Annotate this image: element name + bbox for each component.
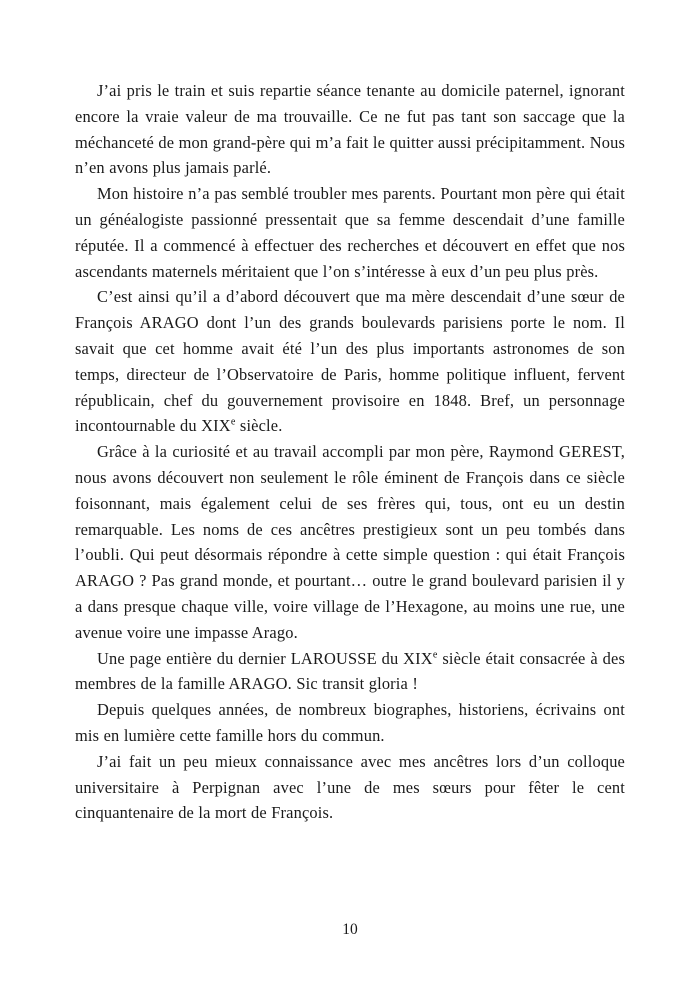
body-text-block xyxy=(75,78,625,826)
paragraph: Mon histoire n’a pas semblé troubler mes parents. Pourtant mon père qui était un généalogiste passionné pressentait que sa femme descendait d’une famille réputée. Il a commencé à effectuer des recherches et découvert en effet que nos ascendants maternels méritaient que l’on s’intéresse à eux d’un peu plus près. xyxy=(75,184,625,281)
ordinal-superscript: e xyxy=(432,649,438,661)
paragraph: J’ai fait un peu mieux connaissance avec mes ancêtres lors d’un colloque universitaire à Perpignan avec l’une de mes sœurs pour fêter le cent cinquantenaire de la mort de François. xyxy=(75,751,625,823)
paragraph: J’ai pris le train et suis repartie séance tenante au domicile paternel, ignorant encore la vraie valeur de ma trouvaille. Ce ne fut pas tant son saccage que la méchanceté de mon grand-père qui m’a fait le quitter aussi précipitamment. Nous n’en avons plus jamais parlé. xyxy=(75,81,625,178)
paragraph: Depuis quelques années, de nombreux biographes, historiens, écrivains ont mis en lumière cette famille hors du commun. xyxy=(75,700,625,745)
paragraph: Grâce à la curiosité et au travail accompli par mon père, Raymond GEREST, nous avons découvert non seulement le rôle éminent de François dans ce siècle foisonnant, mais également celui de ses frères qui, tous, ont eu un destin remarquable. Les noms de ces ancêtres prestigieux sont un peu tombés dans l’oubli. Qui peut désormais répondre à cette simple question : qui était François ARAGO ? Pas grand monde, et pourtant… outre le grand boulevard parisien il y a dans presque chaque ville, voire village de l’Hexagone, au moins une rue, une avenue voire une impasse Arago. xyxy=(75,442,625,642)
paragraph: Une page entière du dernier LAROUSSE du XIXe siècle était consacrée à des membres de la famille ARAGO. Sic transit gloria ! xyxy=(75,648,625,694)
ordinal-superscript: e xyxy=(230,416,236,428)
paragraph: C’est ainsi qu’il a d’abord découvert que ma mère descendait d’une sœur de François ARAGO dont l’un des grands boulevards parisiens porte le nom. Il savait que cet homme avait été l’un des plus importants astronomes de son temps, directeur de l’Observatoire de Paris, homme politique influent, fervent républicain, chef du gouvernement provisoire en 1848. Bref, un personnage incontournable du XIXe siècle. xyxy=(75,287,625,436)
page-number: 10 xyxy=(342,921,358,938)
